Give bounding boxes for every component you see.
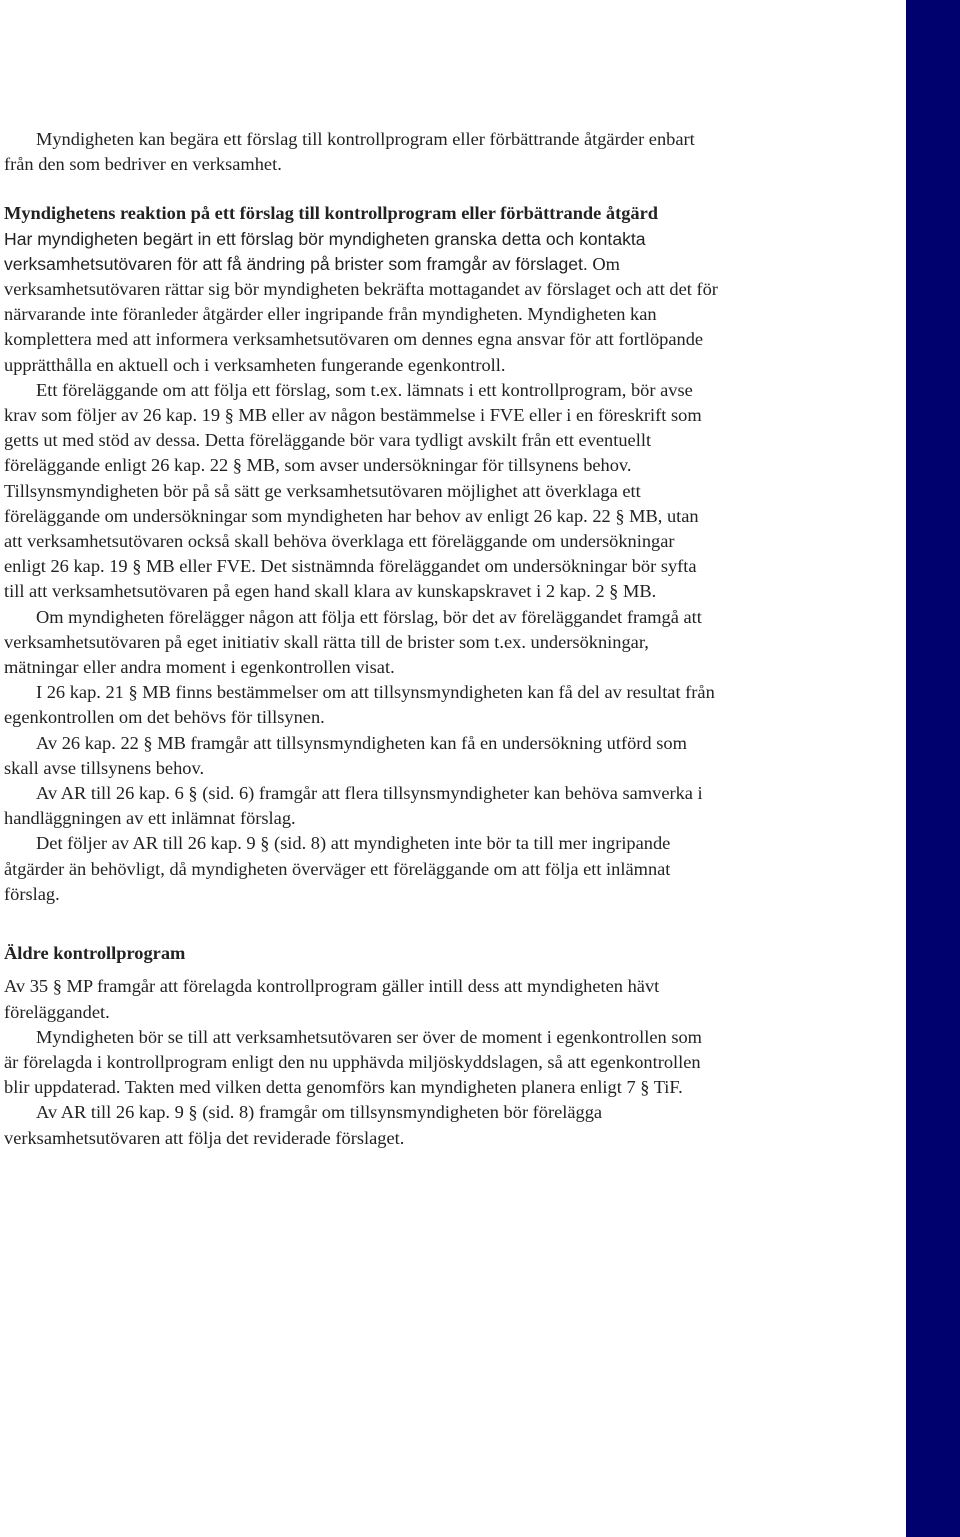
paragraph: Ett föreläggande om att följa ett förslag, som t.ex. lämnats i ett kontrollprogram, bör avse krav som följer av 26 kap. 19 § MB eller av någon bestämmelse i FVE eller i en föreskrift som getts ut med stöd av dessa. Detta föreläggande bör vara tydligt avskilt från ett eventuellt föreläggande enligt 26 kap. 22 § MB, som avser undersökningar för tillsynens behov. Tillsynsmyndigheten bör på så sätt ge verksamhetsutövaren möjlighet att överklaga ett föreläggande om undersökningar som myndigheten har behov av enligt 26 kap. 22 § MB, utan att verksamhetsutövaren också skall behöva överklaga ett föreläggande om undersökningar enligt 26 kap. 19 § MB eller FVE. Det sistnämnda föreläggandet om undersökningar bör syfta till att verksamhetsutövaren på egen hand skall klara av kunskapskravet i 2 kap. 2 § MB.: [4, 379, 702, 602]
paragraph: Av 35 § MP framgår att förelagda kontrollprogram gäller intill dess att myndigheten hävt föreläggandet.: [4, 976, 660, 1022]
section-heading-aldre: Äldre kontrollprogram: [4, 943, 186, 964]
section-heading-reaktion: Myndighetens reaktion på ett förslag till kontrollprogram eller förbättrande åtgärd: [4, 203, 659, 224]
paragraph: Om myndigheten förelägger någon att följa ett förslag, bör det av föreläggandet framgå att verksamhetsutövaren på eget initiativ skall rätta till de brister som t.ex. undersökningar, mätningar eller andra moment i egenkontrollen visat.: [4, 606, 702, 678]
paragraph-part: Om verksamhetsutövaren rättar sig bör myndigheten bekräfta mottagandet av förslaget och att det för närvarande inte föranleder åtgärder eller ingripande från myndigheten. Myndigheten kan komplettera med att informera verksamhetsutövaren om dennes egna ansvar för att fortlöpande upprätthålla en aktuell och i verksamheten fungerande egenkontroll.: [4, 253, 718, 375]
paragraph: Av AR till 26 kap. 9 § (sid. 8) framgår om tillsynsmyndigheten bör förelägga verksamhetsutövaren att följa det reviderade förslaget.: [4, 1102, 603, 1148]
document-body: [4, 127, 720, 1151]
paragraph: I 26 kap. 21 § MB finns bestämmelser om att tillsynsmyndigheten kan få del av resultat från egenkontrollen om det behövs för tillsynen.: [4, 682, 715, 728]
paragraph: Det följer av AR till 26 kap. 9 § (sid. 8) att myndigheten inte bör ta till mer ingripande åtgärder än behövligt, då myndigheten överväger ett föreläggande om att följa ett inlämnat förslag.: [4, 833, 671, 904]
side-color-bar: [906, 0, 960, 1537]
intro-paragraph: Myndigheten kan begära ett förslag till kontrollprogram eller förbättrande åtgärder enbart från den som bedriver en verksamhet.: [4, 129, 695, 175]
paragraph: Myndigheten bör se till att verksamhetsutövaren ser över de moment i egenkontrollen som är förelagda i kontrollprogram enligt den nu upphävda miljöskyddslagen, så att egenkontrollen blir uppdaterad. Takten med vilken detta genomförs kan myndigheten planera enligt 7 § TiF.: [4, 1026, 702, 1098]
paragraph-sans-part: Har myndigheten begärt in ett förslag bör myndigheten granska detta och kontakta verksamhetsutövaren för att få ändring på brister som framgår av förslaget.: [4, 228, 646, 274]
paragraph: [4, 227, 720, 378]
paragraph: Av AR till 26 kap. 6 § (sid. 6) framgår att flera tillsynsmyndigheter kan behöva samverka i handläggningen av ett inlämnat förslag.: [4, 783, 703, 829]
paragraph: Av 26 kap. 22 § MB framgår att tillsynsmyndigheten kan få en undersökning utförd som skall avse tillsynens behov.: [4, 732, 687, 778]
